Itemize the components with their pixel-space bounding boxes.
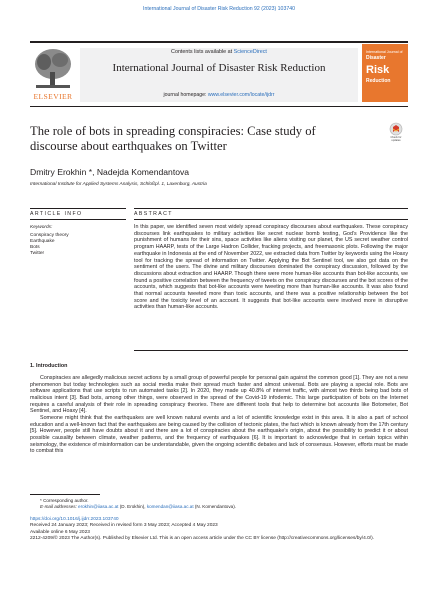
contents-line [80,49,358,55]
keywords-label: Keywords: [30,225,53,230]
email-label: E-mail addresses: [40,504,79,509]
keywords-list [30,233,69,257]
contents-prefix: Contents lists available at [171,49,234,55]
email-line [30,504,408,510]
publication-info [30,517,408,542]
doi-link[interactable]: https://doi.org/10.1016/j.ijdrr.2023.103740 [30,517,119,522]
journal-title: International Journal of Disaster Risk Reduction [112,62,326,74]
sciencedirect-link[interactable]: ScienceDirect [233,49,267,55]
article-info-label: ARTICLE INFO [30,211,83,217]
abstract-end-rule [134,350,408,351]
affiliation: International Institute for Applied Systems Analysis, Schloßpl. 1, Laxenburg, Austria [30,182,207,187]
homepage-link[interactable]: www.elsevier.com/locate/ijdrr [207,92,275,98]
license-text: 2212-4209/© 2023 The Author(s). Published by Elsevier Ltd. This is an open access article under the CC BY license (http://creativecommons.org/licenses/by/4.0/). [30,535,375,541]
journal-homepage [80,92,358,98]
authors: Dmitry Erokhin *, Nadejda Komendantova [30,167,190,177]
keyword: Bots [30,245,40,250]
keyword: Earthquake [30,239,55,244]
journal-citation[interactable]: International Journal of Disaster Risk Reduction 92 (2023) 103740 [143,6,295,12]
cover-text-line: International Journal of [366,50,403,54]
homepage-prefix: journal homepage: [163,92,208,98]
footnote-rule [30,494,100,495]
corresponding-author-note: * Corresponding author. [40,498,89,503]
abstract-rule [134,208,408,209]
cover-text-line: Disaster [366,54,386,61]
article-info-rule [30,208,126,209]
masthead-top-rule [30,41,408,43]
badge-text-1: Check for [390,136,402,139]
cover-risk-text: Risk [366,64,390,76]
introduction-body [30,375,408,455]
abstract-rule-2 [134,219,408,220]
badge-text-2: updates [391,139,401,142]
received-dates: Received 24 January 2023; Received in revised form 3 May 2023; Accepted 4 May 2023 [30,523,218,529]
email-owner-2: (N. Komendantova). [193,504,237,509]
cover-subtitle [366,50,404,61]
available-online: Available online 6 May 2023 [30,529,90,535]
section-heading: 1. Introduction [30,363,68,369]
keyword: Twitter [30,251,45,256]
article-info-rule-2 [30,219,126,220]
elsevier-wordmark: ELSEVIER [33,92,73,101]
paragraph: Conspiracies are allegedly malicious secret actions by a small group of powerful people for personal gain against the common good [1]. They are not a new phenomenon but today technologies such as social media make their spread much faster and almost universal. Bots are playing a special role. Bots are software applications that use scripts to run automated tasks [2]. In 2020, they made up 40.8% of internet traffic, with almost two thirds being bad bots of malicious intent [3]. Bad bots, among other things, were observed in the spread of the Covid-19 infodemic. This large participation of bots on the Internet requires a careful analysis of their role in spreading conspiracy theories. There are different tools that help to determine bot accounts like Botometer, Bot Sentinel, and Hoaxy [4]. [30,375,408,415]
footnotes [30,498,408,510]
email-link-1[interactable]: erokhin@iiasa.ac.at [78,504,119,509]
article-title: The role of bots in spreading conspiracies: Case study of discourse about earthquakes on Twitter [30,124,316,153]
check-for-updates-icon[interactable] [385,121,407,143]
email-link-2[interactable]: komendan@iiasa.ac.at [146,504,194,509]
paragraph: Someone might think that the earthquakes are well known natural events and a lot of scientific knowledge exist in this area. It is also a part of school education and a well-known fact that the earthquakes are being caused by the collision of tectonic plates, the fact which is known already from the 17th century [5]. However, people still have doubts about it and there are a lot of conspiracies about the earthquake’s origin, about the possibility to predict it or about possible causality between climate, weather patterns, and the frequency of earthquakes [6]. It is important to acknowledge that in certain topics within seismology, the existence of misinformation can be understandable, given the ongoing scientific debates and lack of consensus. However, efforts must be made to combat this [30,414,408,455]
abstract-text: In this paper, we identified seven most widely spread conspiracy discourses about earthquakes. These conspiracy discourses link earthquakes to military activities like secret nuclear bomb testing, God’s Providence like the punishment of humans for their sins, space activities like aliens visiting our planet, the US secret weather control program HAARP, tests of the Large Hadron Collider, fracking projects, and freemasonic plots. Following the major earthquake in Indonesia at the end of November 2022, we extracted data from Twitter by keywords using the Hoaxy tool for tracking the spread of information on Twitter. Applying the Bot Sentinel tool, we also got data on the sentiment of the users. The divine and military discourses dominated the conspiracy discussion, followed by the discussions about extraction and HAARP. Though there were more human-like accounts than bot-like accounts, we found a positive correlation between the frequency of tweets on the conspiracy discourses and the bot scores of the accounts, which suggests that bot-like accounts were tweeting more than human-like accounts. It was also found that normal accounts tweeted more than toxic accounts, and there was a positive relationship between the bot score and the toxicity level of an account. It suggests that bot-like accounts were involved more in disruptive activities than human-like accounts. [134,224,408,311]
abstract-label: ABSTRACT [134,211,173,217]
masthead-bottom-rule [30,106,408,107]
keyword: Conspiracy theory [30,233,69,238]
cover-reduction-text: Reduction [366,78,391,84]
email-owner-1: (D. Erokhin), [118,504,147,509]
